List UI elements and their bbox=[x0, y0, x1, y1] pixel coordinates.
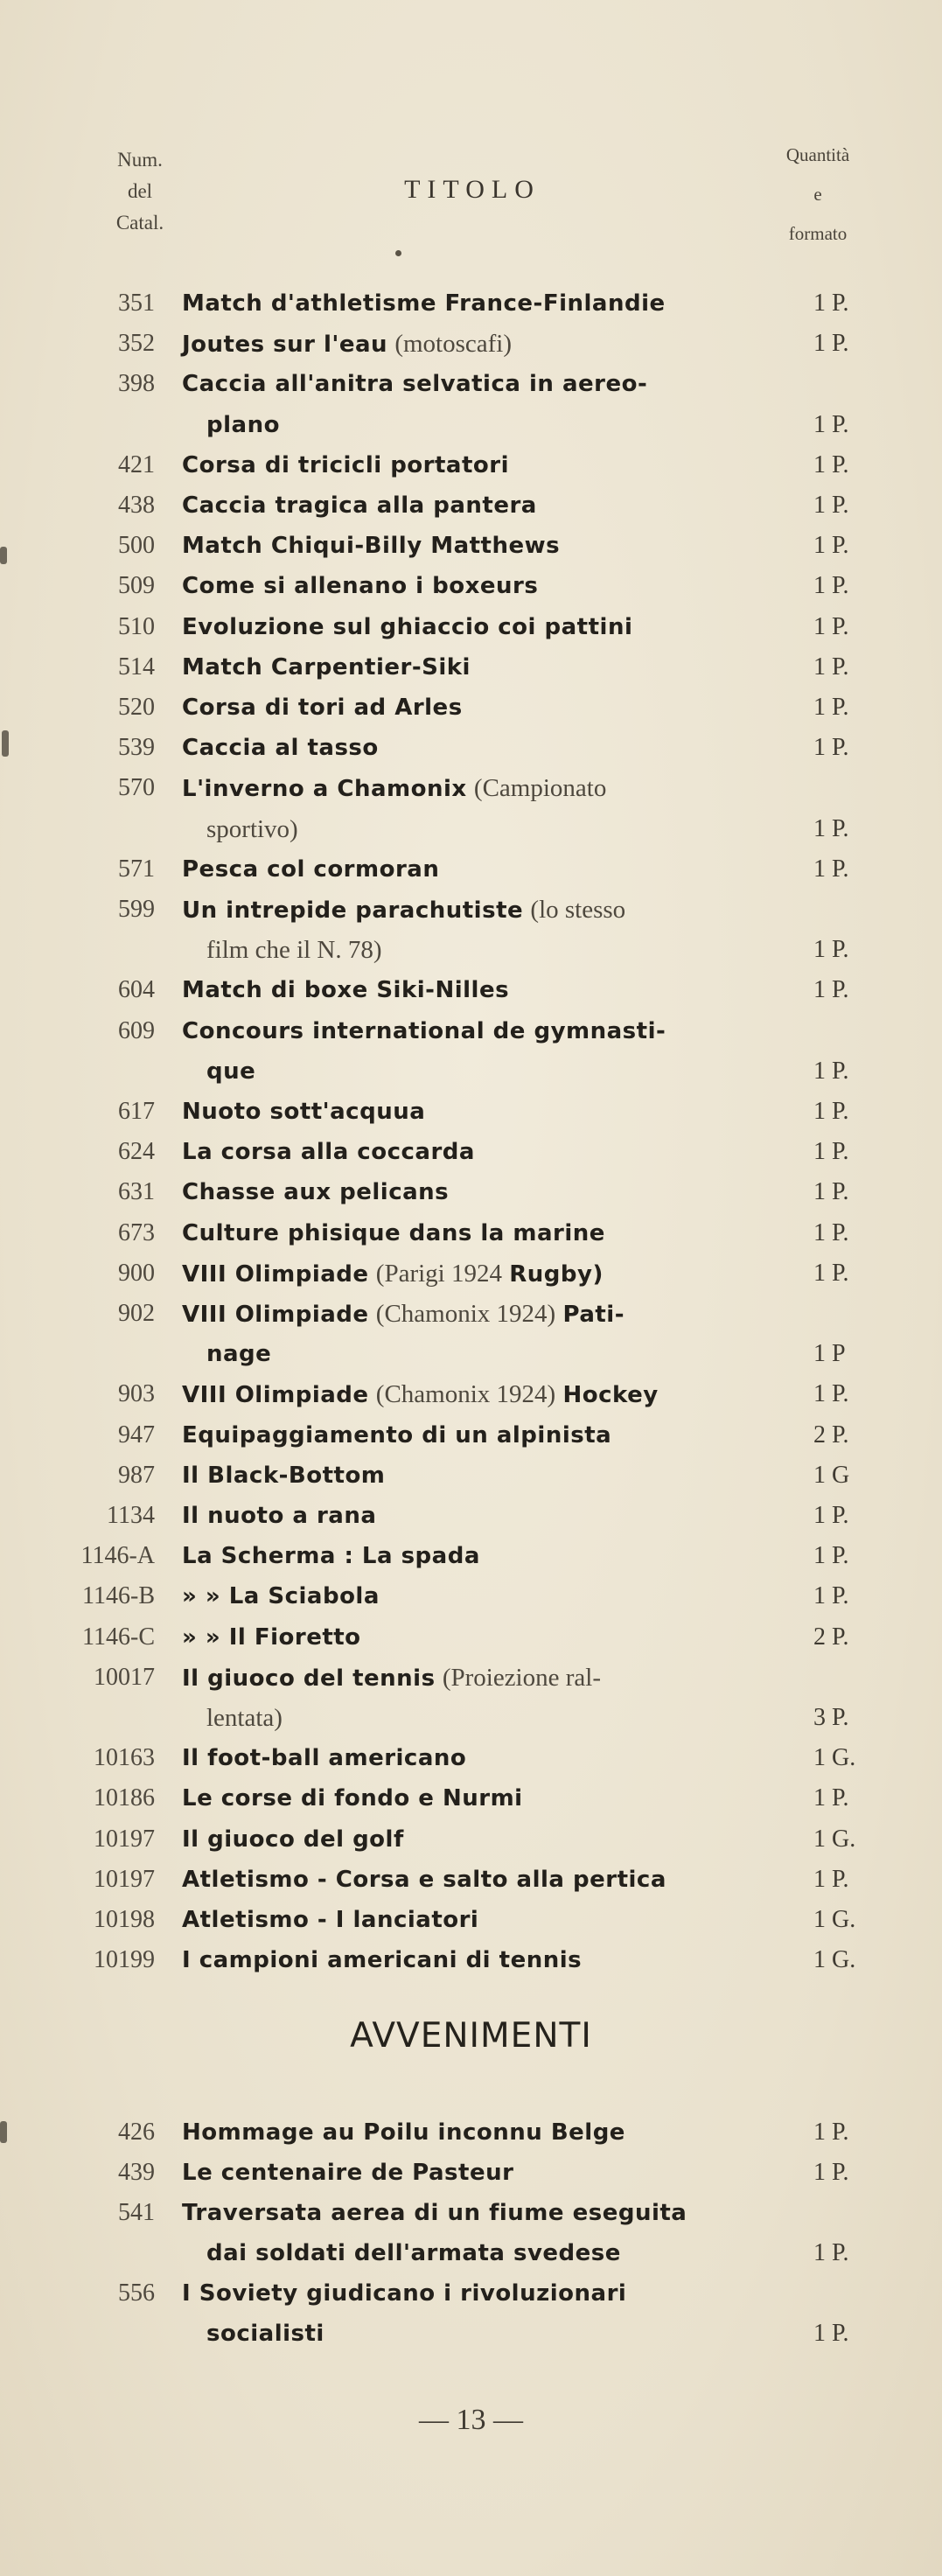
decorative-dot bbox=[395, 250, 401, 256]
film-title bbox=[182, 445, 785, 485]
film-title-suffix: Hockey bbox=[562, 1382, 659, 1408]
film-title bbox=[182, 1294, 785, 1335]
list-item bbox=[0, 283, 942, 324]
list-item bbox=[0, 1415, 942, 1456]
film-title-text: I campioni americani di tennis bbox=[182, 1947, 583, 1973]
film-title-text: Chasse aux pelicans bbox=[182, 1179, 450, 1205]
list-item bbox=[0, 1172, 942, 1212]
catalog-number: 10198 bbox=[94, 1906, 155, 1933]
film-title bbox=[206, 809, 810, 850]
catalog-number: 900 bbox=[118, 1260, 155, 1287]
film-title-text: » » Il Fioretto bbox=[182, 1624, 361, 1651]
catalog-number: 398 bbox=[118, 370, 155, 397]
film-title bbox=[182, 1738, 785, 1778]
quantity-format: 1 G. bbox=[813, 1906, 856, 1933]
list-item bbox=[0, 445, 942, 485]
quantity-format: 1 P. bbox=[813, 1502, 849, 1529]
list-item bbox=[0, 1900, 942, 1940]
film-title bbox=[182, 566, 785, 606]
film-title-text: Caccia al tasso bbox=[182, 735, 379, 761]
quantity-format: 1 P. bbox=[813, 1784, 849, 1812]
film-title bbox=[182, 768, 785, 809]
film-title bbox=[182, 2153, 785, 2193]
catalog-number: 571 bbox=[118, 855, 155, 883]
film-note: (Campionato bbox=[473, 774, 607, 802]
quantity-format: 1 P. bbox=[813, 734, 849, 761]
film-title-text: que bbox=[206, 1058, 256, 1085]
quantity-format: 2 P. bbox=[813, 1623, 849, 1651]
quantity-format: 1 G. bbox=[813, 1744, 856, 1771]
catalog-number: 10163 bbox=[94, 1744, 155, 1771]
catalog-number: 520 bbox=[118, 694, 155, 721]
catalog-number: 987 bbox=[118, 1462, 155, 1489]
edge-mark bbox=[0, 2121, 7, 2143]
film-note: (Proiezione ral- bbox=[442, 1664, 601, 1692]
film-title bbox=[182, 1253, 785, 1295]
list-item bbox=[0, 728, 942, 768]
film-title-text: Match Chiqui-Billy Matthews bbox=[182, 533, 561, 559]
list-item bbox=[0, 1092, 942, 1132]
catalog-number: 439 bbox=[118, 2159, 155, 2186]
film-title bbox=[182, 849, 785, 890]
list-item bbox=[0, 1778, 942, 1819]
list-item bbox=[0, 1819, 942, 1860]
film-title-suffix: Pati- bbox=[562, 1302, 625, 1328]
film-title-text: Corsa di tricicli portatori bbox=[182, 452, 509, 478]
film-title-text: VIII Olimpiade bbox=[182, 1382, 369, 1408]
film-title bbox=[206, 2233, 810, 2273]
list-item bbox=[0, 607, 942, 647]
film-title-text: Le corse di fondo e Nurmi bbox=[182, 1785, 523, 1812]
film-title-text: Caccia all'anitra selvatica in aereo- bbox=[182, 371, 648, 397]
film-title-text: Il giuoco del golf bbox=[182, 1826, 404, 1853]
header-num-line3: Catal. bbox=[115, 212, 164, 234]
list-item bbox=[0, 1617, 942, 1658]
quantity-format: 1 P. bbox=[813, 613, 849, 640]
list-item bbox=[0, 809, 942, 849]
list-item bbox=[0, 1334, 942, 1374]
catalog-number: 609 bbox=[118, 1017, 155, 1044]
film-title-text: plano bbox=[206, 412, 280, 438]
film-title bbox=[182, 1172, 785, 1212]
catalog-number: 570 bbox=[118, 774, 155, 801]
film-title-text: L'inverno a Chamonix bbox=[182, 776, 467, 802]
film-note: film che il N. 78) bbox=[206, 936, 382, 964]
film-title-text: I Soviety giudicano i rivoluzionari bbox=[182, 2280, 627, 2307]
film-title-text: Hommage au Poilu inconnu Belge bbox=[182, 2119, 625, 2146]
list-item bbox=[0, 2153, 942, 2193]
film-title bbox=[206, 405, 810, 445]
catalog-number: 1134 bbox=[107, 1502, 155, 1529]
quantity-format: 1 P. bbox=[813, 492, 849, 519]
film-title-text: La corsa alla coccarda bbox=[182, 1139, 475, 1165]
quantity-format: 1 P. bbox=[813, 290, 849, 317]
film-title-text: » » La Sciabola bbox=[182, 1583, 380, 1609]
list-item bbox=[0, 1051, 942, 1092]
quantity-format: 1 G. bbox=[813, 1826, 856, 1853]
list-item bbox=[0, 1253, 942, 1294]
catalog-number: 352 bbox=[118, 330, 155, 357]
quantity-format: 1 P bbox=[813, 1340, 846, 1367]
list-item bbox=[0, 890, 942, 930]
film-note: (Parigi 1924 bbox=[375, 1260, 502, 1288]
film-title-text: Equipaggiamento di un alpinista bbox=[182, 1422, 612, 1449]
film-note: (lo stesso bbox=[530, 896, 626, 924]
list-item bbox=[0, 485, 942, 526]
list-item bbox=[0, 1940, 942, 1980]
film-title-text: Concours international de gymnasti- bbox=[182, 1018, 666, 1044]
quantity-format: 1 P. bbox=[813, 653, 849, 681]
list-item bbox=[0, 364, 942, 404]
quantity-format: 1 P. bbox=[813, 1098, 849, 1125]
quantity-format: 1 P. bbox=[813, 976, 849, 1003]
list-item bbox=[0, 849, 942, 890]
list-item bbox=[0, 1658, 942, 1698]
quantity-format: 1 P. bbox=[813, 1219, 849, 1246]
quantity-format: 1 P. bbox=[813, 694, 849, 721]
list-item bbox=[0, 2314, 942, 2354]
film-title-text: Culture phisique dans la marine bbox=[182, 1220, 605, 1246]
film-title-text: Il giuoco del tennis bbox=[182, 1665, 436, 1692]
film-title bbox=[206, 1051, 810, 1092]
list-item bbox=[0, 1132, 942, 1172]
list-item bbox=[0, 1536, 942, 1576]
quantity-format: 1 P. bbox=[813, 1866, 849, 1893]
film-title-text: socialisti bbox=[206, 2321, 324, 2347]
film-title-text: Match di boxe Siki-Nilles bbox=[182, 977, 510, 1003]
quantity-format: 1 P. bbox=[813, 1260, 849, 1287]
list-item bbox=[0, 1456, 942, 1496]
film-title bbox=[182, 1819, 785, 1860]
film-title bbox=[182, 1860, 785, 1900]
quantity-format: 3 P. bbox=[813, 1704, 849, 1731]
list-item bbox=[0, 1294, 942, 1334]
quantity-format: 1 P. bbox=[813, 2119, 849, 2146]
catalog-number: 631 bbox=[118, 1178, 155, 1205]
film-title bbox=[182, 526, 785, 566]
film-title bbox=[182, 1900, 785, 1940]
catalog-number: 541 bbox=[118, 2199, 155, 2226]
catalog-number: 599 bbox=[118, 896, 155, 923]
catalog-number: 556 bbox=[118, 2279, 155, 2307]
film-title-text: Corsa di tori ad Arles bbox=[182, 695, 463, 721]
film-title bbox=[182, 1456, 785, 1496]
catalog-number: 539 bbox=[118, 734, 155, 761]
film-note: lentata) bbox=[206, 1704, 283, 1732]
header-num-line2: del bbox=[127, 180, 153, 202]
catalog-number: 903 bbox=[118, 1380, 155, 1407]
catalog-number: 438 bbox=[118, 492, 155, 519]
edge-mark bbox=[0, 547, 7, 564]
film-title-text: VIII Olimpiade bbox=[182, 1261, 369, 1288]
catalog-number: 10197 bbox=[94, 1826, 155, 1853]
quantity-format: 1 P. bbox=[813, 2159, 849, 2186]
film-note: sportivo) bbox=[206, 815, 298, 843]
quantity-format: 1 G. bbox=[813, 1946, 856, 1973]
catalog-number: 1146-A bbox=[80, 1542, 155, 1569]
list-item bbox=[0, 2112, 942, 2153]
film-title-text: nage bbox=[206, 1341, 272, 1367]
film-title bbox=[206, 1698, 810, 1739]
film-title-text: Atletismo - Corsa e salto alla pertica bbox=[182, 1867, 666, 1893]
list-item bbox=[0, 1576, 942, 1616]
catalog-number: 514 bbox=[118, 653, 155, 681]
film-title-text: Nuoto sott'acquua bbox=[182, 1099, 426, 1125]
catalog-number: 604 bbox=[118, 976, 155, 1003]
quantity-format: 1 P. bbox=[813, 2320, 849, 2347]
quantity-format: 1 P. bbox=[813, 330, 849, 357]
edge-mark bbox=[2, 730, 9, 757]
film-title bbox=[182, 1011, 785, 1051]
list-item bbox=[0, 2193, 942, 2233]
list-item bbox=[0, 1213, 942, 1253]
film-title bbox=[182, 1658, 785, 1699]
catalog-number: 10199 bbox=[94, 1946, 155, 1973]
film-title bbox=[182, 364, 785, 404]
list-item bbox=[0, 1011, 942, 1051]
list-item bbox=[0, 1698, 942, 1738]
list-item bbox=[0, 324, 942, 364]
film-title bbox=[182, 1213, 785, 1253]
film-title bbox=[182, 2112, 785, 2153]
film-title-text: VIII Olimpiade bbox=[182, 1302, 369, 1328]
quantity-format: 1 P. bbox=[813, 1542, 849, 1569]
header-num-line1: Num. bbox=[117, 149, 163, 171]
film-title-text: Le centenaire de Pasteur bbox=[182, 2160, 514, 2186]
catalog-number: 10017 bbox=[94, 1664, 155, 1691]
film-title-text: Pesca col cormoran bbox=[182, 856, 440, 883]
list-item bbox=[0, 526, 942, 566]
list-item bbox=[0, 1860, 942, 1900]
quantity-format: 1 P. bbox=[813, 572, 849, 599]
list-item bbox=[0, 970, 942, 1010]
film-title bbox=[182, 1617, 785, 1658]
quantity-format: 1 P. bbox=[813, 411, 849, 438]
list-item bbox=[0, 1738, 942, 1778]
film-title bbox=[182, 688, 785, 728]
film-title-text: Caccia tragica alla pantera bbox=[182, 492, 537, 519]
quantity-format: 1 P. bbox=[813, 451, 849, 478]
column-header-title: TITOLO bbox=[404, 175, 541, 204]
quantity-format: 1 P. bbox=[813, 1582, 849, 1609]
catalog-number: 10197 bbox=[94, 1866, 155, 1893]
film-title-text: dai soldati dell'armata svedese bbox=[206, 2240, 621, 2266]
film-title-text: Match Carpentier-Siki bbox=[182, 654, 471, 681]
film-title bbox=[182, 890, 785, 931]
film-note: (Chamonix 1924) bbox=[375, 1300, 556, 1328]
list-item bbox=[0, 1496, 942, 1536]
film-title-text: Come si allenano i boxeurs bbox=[182, 573, 539, 599]
film-title-text: La Scherma : La spada bbox=[182, 1543, 480, 1569]
header-qty-line3: formato bbox=[788, 223, 848, 244]
catalog-number: 673 bbox=[118, 1219, 155, 1246]
film-title bbox=[182, 1092, 785, 1132]
quantity-format: 1 G bbox=[813, 1462, 850, 1489]
catalog-number: 1146-C bbox=[82, 1623, 155, 1651]
quantity-format: 1 P. bbox=[813, 532, 849, 559]
quantity-format: 1 P. bbox=[813, 2239, 849, 2266]
film-title bbox=[182, 2273, 785, 2314]
film-title bbox=[182, 607, 785, 647]
catalog-number: 351 bbox=[118, 290, 155, 317]
list-item bbox=[0, 1374, 942, 1414]
quantity-format: 1 P. bbox=[813, 815, 849, 842]
film-title bbox=[206, 2314, 810, 2354]
film-title-suffix: Rugby) bbox=[509, 1261, 604, 1288]
quantity-format: 2 P. bbox=[813, 1421, 849, 1449]
quantity-format: 1 P. bbox=[813, 1058, 849, 1085]
page-number: — 13 — bbox=[419, 2404, 523, 2436]
catalog-number: 500 bbox=[118, 532, 155, 559]
quantity-format: 1 P. bbox=[813, 1138, 849, 1165]
film-title-text: Il nuoto a rana bbox=[182, 1503, 377, 1529]
film-title bbox=[206, 930, 810, 971]
film-title bbox=[182, 324, 785, 365]
film-title bbox=[182, 1576, 785, 1616]
film-title bbox=[182, 1536, 785, 1576]
film-note: (motoscafi) bbox=[394, 330, 512, 358]
film-title-text: Un intrepide parachutiste bbox=[182, 897, 524, 924]
catalog-number: 10186 bbox=[94, 1784, 155, 1812]
film-title bbox=[182, 1496, 785, 1536]
list-item bbox=[0, 768, 942, 808]
film-title-text: Il Black-Bottom bbox=[182, 1463, 386, 1489]
film-title bbox=[182, 1778, 785, 1819]
film-title-text: Match d'athletisme France-Finlandie bbox=[182, 290, 666, 317]
film-title bbox=[182, 2193, 785, 2233]
film-title-text: Il foot-ball americano bbox=[182, 1745, 467, 1771]
film-title-text: Traversata aerea di un fiume eseguita bbox=[182, 2200, 687, 2226]
list-item bbox=[0, 566, 942, 606]
film-title-text: Evoluzione sul ghiaccio coi pattini bbox=[182, 614, 633, 640]
film-title-text: Atletismo - I lanciatori bbox=[182, 1907, 479, 1933]
film-title bbox=[206, 1334, 810, 1374]
catalog-number: 510 bbox=[118, 613, 155, 640]
film-note: (Chamonix 1924) bbox=[375, 1380, 556, 1408]
list-item bbox=[0, 2233, 942, 2273]
catalog-number: 426 bbox=[118, 2119, 155, 2146]
list-item bbox=[0, 930, 942, 970]
list-item bbox=[0, 2273, 942, 2314]
catalog-number: 509 bbox=[118, 572, 155, 599]
quantity-format: 1 P. bbox=[813, 1380, 849, 1407]
film-title bbox=[182, 970, 785, 1010]
column-header-quantity bbox=[752, 136, 883, 254]
quantity-format: 1 P. bbox=[813, 855, 849, 883]
film-title bbox=[182, 1374, 785, 1415]
quantity-format: 1 P. bbox=[813, 936, 849, 963]
film-title bbox=[182, 647, 785, 688]
list-item bbox=[0, 688, 942, 728]
section-heading-avvenimenti: AVVENIMENTI bbox=[350, 2016, 592, 2056]
film-title bbox=[182, 728, 785, 768]
catalog-number: 1146-B bbox=[82, 1582, 155, 1609]
quantity-format: 1 P. bbox=[813, 1178, 849, 1205]
catalog-number: 617 bbox=[118, 1098, 155, 1125]
list-item bbox=[0, 405, 942, 445]
film-title bbox=[182, 283, 785, 324]
film-title bbox=[182, 1132, 785, 1172]
film-title bbox=[182, 1415, 785, 1456]
catalog-number: 624 bbox=[118, 1138, 155, 1165]
header-qty-line2: e bbox=[813, 184, 822, 205]
film-title-text: Joutes sur l'eau bbox=[182, 332, 388, 358]
film-title bbox=[182, 485, 785, 526]
header-qty-line1: Quantità bbox=[785, 144, 850, 165]
catalog-number: 902 bbox=[118, 1300, 155, 1327]
list-item bbox=[0, 647, 942, 688]
catalog-number: 947 bbox=[118, 1421, 155, 1449]
film-title bbox=[182, 1940, 785, 1980]
catalog-number: 421 bbox=[118, 451, 155, 478]
column-header-number bbox=[87, 144, 192, 239]
